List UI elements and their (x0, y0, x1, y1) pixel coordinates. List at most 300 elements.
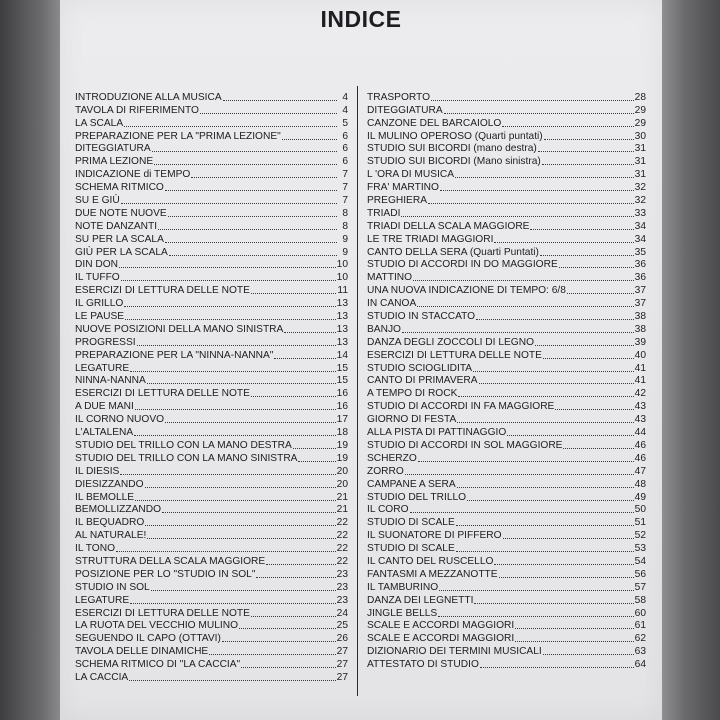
dot-leader (542, 164, 634, 165)
index-entry (75, 375, 348, 388)
dot-leader (457, 422, 633, 423)
entry-page-number: 27 (336, 646, 348, 658)
dot-leader (293, 448, 336, 449)
index-entry (75, 246, 348, 259)
index-entry (367, 117, 646, 130)
index-entry (75, 310, 348, 323)
index-entry (367, 504, 646, 517)
entry-title: PREGHIERA (367, 195, 428, 207)
entry-page-number: 62 (634, 633, 646, 645)
dot-leader (410, 512, 634, 513)
dot-leader (438, 616, 633, 617)
dot-leader (145, 525, 335, 526)
entry-title: SEGUENDO IL CAPO (OTTAVI) (75, 633, 221, 645)
entry-page-number: 36 (634, 259, 646, 271)
entry-page-number: 29 (634, 117, 646, 129)
entry-page-number: 58 (634, 594, 646, 606)
dot-leader (256, 577, 335, 578)
dot-leader (544, 139, 634, 140)
index-entry (367, 439, 646, 452)
entry-page-number: 41 (634, 375, 646, 387)
entry-page-number: 60 (634, 607, 646, 619)
entry-title: LEGATURE (75, 362, 130, 374)
index-entry (75, 220, 348, 233)
entry-page-number: 23 (336, 581, 348, 593)
dot-leader (119, 267, 336, 268)
entry-title: STUDIO SCIOGLIDITA (367, 362, 473, 374)
index-entry (367, 620, 646, 633)
entry-title: BANJO (367, 323, 401, 335)
dot-leader (168, 216, 337, 217)
entry-title: TRIADI (367, 207, 401, 219)
index-entry (75, 194, 348, 207)
index-entry (75, 349, 348, 362)
entry-title: CANTO DELLA SERA (Quarti Puntati) (367, 246, 539, 258)
index-entry (75, 155, 348, 168)
entry-title: CAMPANE A SERA (367, 478, 456, 490)
entry-title: STUDIO SUI BICORDI (Mano sinistra) (367, 156, 541, 168)
dot-leader (467, 500, 634, 501)
entry-page-number: 40 (634, 349, 646, 361)
entry-title: LE PAUSE (75, 311, 125, 323)
entry-page-number: 9 (342, 246, 348, 258)
entry-title: NOTE DANZANTI (75, 220, 158, 232)
dot-leader (120, 474, 335, 475)
index-entry (367, 220, 646, 233)
dot-leader (124, 306, 335, 307)
entry-title: STUDIO DI ACCORDI IN FA MAGGIORE (367, 401, 555, 413)
index-entry (75, 491, 348, 504)
entry-title: IL SUONATORE DI PIFFERO (367, 530, 502, 542)
entry-page-number: 19 (336, 452, 348, 464)
index-entry (75, 594, 348, 607)
entry-title: DANZA DEGLI ZOCCOLI DI LEGNO (367, 336, 534, 348)
entry-page-number: 24 (336, 607, 348, 619)
dot-leader (145, 487, 336, 488)
dot-leader (165, 242, 337, 243)
entry-title: SCHERZO (367, 452, 417, 464)
entry-title: PREPARAZIONE PER LA "NINNA-NANNA" (75, 349, 274, 361)
index-entry (367, 362, 646, 375)
index-entry (75, 400, 348, 413)
dot-leader (567, 293, 634, 294)
entry-title: SCALE E ACCORDI MAGGIORI (367, 620, 515, 632)
entry-title: SU E GIÙ (75, 195, 120, 207)
index-entry (75, 632, 348, 645)
dot-leader (152, 151, 337, 152)
index-entry (75, 259, 348, 272)
entry-title: SU PER LA SCALA (75, 233, 164, 245)
index-entry (367, 465, 646, 478)
index-entry (75, 168, 348, 181)
column-divider (357, 86, 358, 696)
index-entry (75, 465, 348, 478)
entry-title: TRIADI DELLA SCALA MAGGIORE (367, 220, 530, 232)
dot-leader (222, 641, 336, 642)
entry-page-number: 63 (634, 646, 646, 658)
dot-leader (165, 190, 337, 191)
dot-leader (191, 177, 337, 178)
index-entry (75, 336, 348, 349)
index-entry (75, 297, 348, 310)
entry-title: DUE NOTE NUOVE (75, 207, 167, 219)
dot-leader (418, 461, 634, 462)
dot-leader (137, 345, 336, 346)
index-entry (75, 478, 348, 491)
index-entry (75, 645, 348, 658)
index-entry (367, 284, 646, 297)
entry-page-number: 36 (634, 272, 646, 284)
entry-title: JINGLE BELLS (367, 607, 438, 619)
index-entry (367, 594, 646, 607)
entry-title: STUDIO IN SOL (75, 581, 150, 593)
index-entry (75, 658, 348, 671)
entry-page-number: 47 (634, 465, 646, 477)
entry-title: DITEGGIATURA (367, 104, 443, 116)
entry-page-number: 15 (336, 375, 348, 387)
dot-leader (503, 538, 634, 539)
dot-leader (480, 667, 634, 668)
dot-leader (251, 293, 336, 294)
dot-leader (239, 628, 336, 629)
dot-leader (444, 113, 634, 114)
entry-page-number: 46 (634, 452, 646, 464)
index-entry (75, 671, 348, 684)
entry-page-number: 46 (634, 439, 646, 451)
dot-leader (555, 409, 633, 410)
index-entry (367, 271, 646, 284)
index-entry (367, 207, 646, 220)
dot-leader (515, 641, 633, 642)
dot-leader (151, 590, 336, 591)
dot-leader (535, 345, 634, 346)
index-entry (75, 452, 348, 465)
index-entry (367, 310, 646, 323)
dot-leader (266, 564, 335, 565)
index-entry (75, 607, 348, 620)
index-entry (367, 375, 646, 388)
entry-title: L'ALTALENA (75, 427, 134, 439)
entry-page-number: 21 (336, 491, 348, 503)
index-entry (367, 645, 646, 658)
entry-page-number: 38 (634, 323, 646, 335)
entry-title: STUDIO DEL TRILLO CON LA MANO SINISTRA (75, 452, 298, 464)
dot-leader (125, 319, 336, 320)
dot-leader (456, 551, 634, 552)
dot-leader (402, 332, 634, 333)
entry-page-number: 53 (634, 543, 646, 555)
entry-page-number: 43 (634, 401, 646, 413)
page-edge-right (662, 0, 720, 720)
index-entry (367, 426, 646, 439)
index-entry (367, 233, 646, 246)
dot-leader (200, 113, 337, 114)
entry-title: DITEGGIATURA (75, 143, 151, 155)
index-entry (75, 581, 348, 594)
entry-page-number: 35 (634, 246, 646, 258)
index-page (60, 0, 662, 720)
index-entry (367, 168, 646, 181)
entry-page-number: 19 (336, 439, 348, 451)
index-entry (367, 259, 646, 272)
entry-page-number: 13 (336, 298, 348, 310)
dot-leader (543, 654, 634, 655)
entry-page-number: 21 (336, 504, 348, 516)
dot-leader (169, 255, 337, 256)
dot-leader (507, 435, 633, 436)
index-entry (75, 426, 348, 439)
index-entry (367, 581, 646, 594)
dot-leader (209, 654, 335, 655)
index-entry (75, 271, 348, 284)
index-entry (367, 607, 646, 620)
dot-leader (401, 216, 633, 217)
index-entry (367, 349, 646, 362)
entry-page-number: 13 (336, 311, 348, 323)
entry-title: DIZIONARIO DEI TERMINI MUSICALI (367, 646, 542, 658)
entry-page-number: 52 (634, 530, 646, 542)
index-entry (75, 555, 348, 568)
index-entry (367, 413, 646, 426)
dot-leader (440, 190, 634, 191)
entry-page-number: 22 (336, 517, 348, 529)
entry-page-number: 23 (336, 568, 348, 580)
entry-title: INTRODUZIONE ALLA MUSICA (75, 91, 222, 103)
entry-title: FANTASMI A MEZZANOTTE (367, 568, 498, 580)
dot-leader (417, 306, 633, 307)
entry-title: SCHEMA RITMICO DI "LA CACCIA" (75, 659, 241, 671)
entry-title: IL GRILLO (75, 298, 124, 310)
entry-title: INDICAZIONE di TEMPO (75, 169, 191, 181)
index-entry (367, 130, 646, 143)
entry-page-number: 37 (634, 285, 646, 297)
dot-leader (165, 422, 336, 423)
entry-page-number: 7 (342, 195, 348, 207)
entry-page-number: 32 (634, 182, 646, 194)
entry-page-number: 7 (342, 169, 348, 181)
dot-leader (274, 358, 335, 359)
entry-page-number: 9 (342, 233, 348, 245)
entry-title: ZORRO (367, 465, 404, 477)
entry-page-number: 8 (342, 207, 348, 219)
entry-page-number: 39 (634, 336, 646, 348)
index-entry (367, 323, 646, 336)
entry-page-number: 37 (634, 298, 646, 310)
entry-title: STUDIO SUI BICORDI (mano destra) (367, 143, 537, 155)
index-entry (75, 387, 348, 400)
index-entry (367, 568, 646, 581)
index-entry (367, 181, 646, 194)
dot-leader (476, 319, 634, 320)
entry-title: A TEMPO DI ROCK (367, 388, 458, 400)
dot-leader (116, 551, 336, 552)
entry-page-number: 32 (634, 195, 646, 207)
dot-leader (158, 229, 337, 230)
index-entry (367, 297, 646, 310)
entry-page-number: 50 (634, 504, 646, 516)
index-entry (367, 387, 646, 400)
entry-title: ATTESTATO DI STUDIO (367, 659, 479, 671)
entry-page-number: 16 (336, 388, 348, 400)
dot-leader (543, 358, 634, 359)
dot-leader (162, 512, 336, 513)
dot-leader (135, 409, 336, 410)
entry-title: ESERCIZI DI LETTURA DELLE NOTE (75, 607, 250, 619)
entry-page-number: 25 (336, 620, 348, 632)
entry-title: IL BEMOLLE (75, 491, 135, 503)
entry-page-number: 31 (634, 169, 646, 181)
entry-page-number: 6 (342, 143, 348, 155)
entry-title: LA SCALA (75, 117, 124, 129)
entry-page-number: 30 (634, 130, 646, 142)
dot-leader (251, 616, 336, 617)
dot-leader (405, 474, 634, 475)
entry-page-number: 48 (634, 478, 646, 490)
dot-leader (413, 280, 634, 281)
index-entry (367, 91, 646, 104)
entry-page-number: 41 (634, 362, 646, 374)
entry-page-number: 15 (336, 362, 348, 374)
dot-leader (431, 100, 634, 101)
entry-page-number: 54 (634, 555, 646, 567)
index-entry (75, 233, 348, 246)
entry-title: STUDIO DI ACCORDI IN DO MAGGIORE (367, 259, 558, 271)
entry-title: IL MULINO OPEROSO (Quarti puntati) (367, 130, 543, 142)
entry-title: STRUTTURA DELLA SCALA MAGGIORE (75, 555, 266, 567)
entry-page-number: 49 (634, 491, 646, 503)
page-title: INDICE (320, 6, 402, 32)
dot-leader (515, 628, 633, 629)
entry-title: LEGATURE (75, 594, 130, 606)
index-entry (75, 207, 348, 220)
dot-leader (439, 590, 634, 591)
index-entry (75, 439, 348, 452)
dot-leader (134, 435, 335, 436)
index-entry (75, 284, 348, 297)
dot-leader (479, 383, 634, 384)
index-entry (367, 491, 646, 504)
entry-title: SCHEMA RITMICO (75, 182, 164, 194)
dot-leader (135, 500, 336, 501)
index-entry (367, 104, 646, 117)
index-entry (367, 336, 646, 349)
entry-page-number: 8 (342, 220, 348, 232)
entry-title: DIN DON (75, 259, 119, 271)
entry-title: IL CANTO DEL RUSCELLO (367, 555, 494, 567)
entry-title: PRIMA LEZIONE (75, 156, 154, 168)
index-entry (75, 181, 348, 194)
dot-leader (474, 603, 633, 604)
entry-page-number: 26 (336, 633, 348, 645)
dot-leader (563, 448, 633, 449)
entry-page-number: 31 (634, 143, 646, 155)
index-entry (367, 194, 646, 207)
entry-title: IL TONO (75, 543, 116, 555)
entry-title: LA RUOTA DEL VECCHIO MULINO (75, 620, 239, 632)
dot-leader (494, 564, 633, 565)
entry-title: NINNA-NANNA (75, 375, 146, 387)
index-entry (75, 620, 348, 633)
dot-leader (121, 280, 336, 281)
entry-title: STUDIO DI SCALE (367, 543, 455, 555)
entry-page-number: 20 (336, 478, 348, 490)
dot-leader (473, 371, 634, 372)
entry-page-number: 14 (336, 349, 348, 361)
entry-title: IN CANOA (367, 298, 417, 310)
dot-leader (130, 371, 336, 372)
entry-title: STUDIO DEL TRILLO (367, 491, 467, 503)
entry-title: IL DIESIS (75, 465, 120, 477)
entry-page-number: 33 (634, 207, 646, 219)
entry-page-number: 23 (336, 594, 348, 606)
index-entry (367, 516, 646, 529)
entry-page-number: 10 (336, 259, 348, 271)
entry-title: STUDIO DI SCALE (367, 517, 455, 529)
entry-title: STUDIO DI ACCORDI IN SOL MAGGIORE (367, 439, 563, 451)
entry-title: IL CORNO NUOVO (75, 414, 165, 426)
dot-leader (530, 229, 633, 230)
index-entry (75, 529, 348, 542)
entry-title: CANZONE DEL BARCAIOLO (367, 117, 502, 129)
entry-title: AL NATURALE! (75, 530, 147, 542)
entry-page-number: 38 (634, 311, 646, 323)
dot-leader (456, 525, 634, 526)
entry-title: PROGRESSI (75, 336, 136, 348)
index-entry (367, 542, 646, 555)
entry-page-number: 56 (634, 568, 646, 580)
entry-page-number: 27 (336, 659, 348, 671)
entry-title: POSIZIONE PER LO "STUDIO IN SOL" (75, 568, 256, 580)
dot-leader (251, 396, 336, 397)
index-entry (75, 104, 348, 117)
dot-leader (494, 242, 633, 243)
entry-title: IL BEQUADRO (75, 517, 145, 529)
index-column-right (367, 91, 646, 671)
entry-page-number: 42 (634, 388, 646, 400)
entry-page-number: 4 (342, 104, 348, 116)
entry-title: CANTO DI PRIMAVERA (367, 375, 478, 387)
entry-page-number: 31 (634, 156, 646, 168)
entry-title: DIESIZZANDO (75, 478, 144, 490)
entry-title: GIÙ PER LA SCALA (75, 246, 168, 258)
entry-page-number: 61 (634, 620, 646, 632)
dot-leader (502, 126, 633, 127)
dot-leader (129, 680, 335, 681)
entry-title: L 'ORA DI MUSICA (367, 169, 455, 181)
index-entry (367, 155, 646, 168)
dot-leader (147, 383, 336, 384)
entry-page-number: 7 (342, 182, 348, 194)
entry-title: LE TRE TRIADI MAGGIORI (367, 233, 494, 245)
entry-page-number: 20 (336, 465, 348, 477)
entry-page-number: 22 (336, 555, 348, 567)
dot-leader (538, 151, 634, 152)
index-entry (75, 516, 348, 529)
dot-leader (130, 603, 336, 604)
entry-title: ALLA PISTA DI PATTINAGGIO (367, 427, 507, 439)
entry-title: BEMOLLIZZANDO (75, 504, 162, 516)
index-entry (367, 400, 646, 413)
index-entry (75, 362, 348, 375)
index-column-left (75, 91, 348, 684)
dot-leader (559, 267, 634, 268)
entry-page-number: 11 (337, 285, 348, 297)
entry-page-number: 28 (634, 91, 646, 103)
entry-title: TAVOLA DELLE DINAMICHE (75, 646, 209, 658)
index-entry (75, 504, 348, 517)
dot-leader (121, 203, 337, 204)
entry-title: SCALE E ACCORDI MAGGIORI (367, 633, 515, 645)
